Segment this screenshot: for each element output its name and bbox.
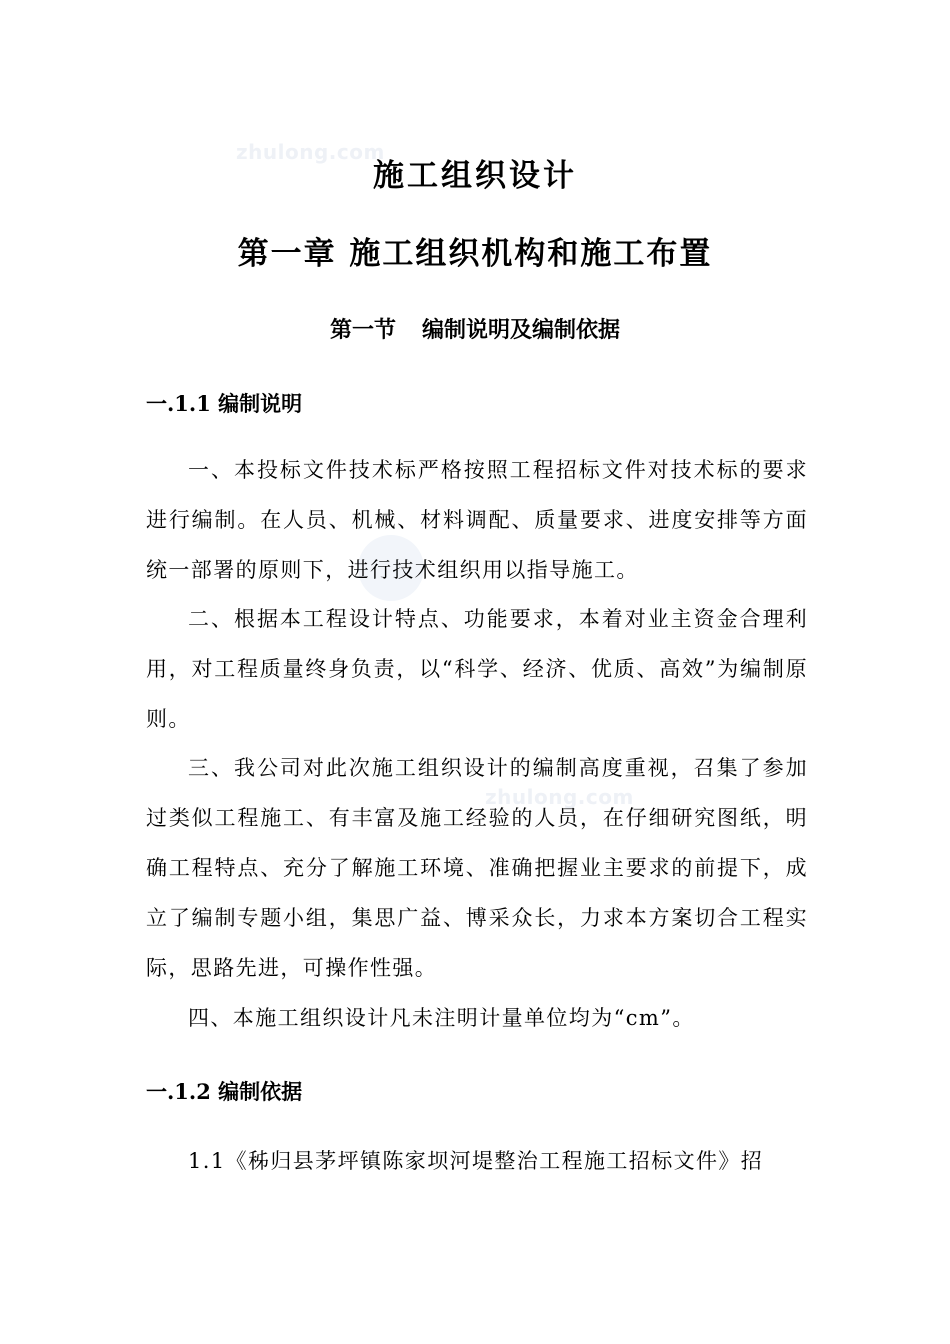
chapter-label: 第一章 <box>237 236 337 272</box>
watermark-text: zhulong.com <box>236 140 385 164</box>
paragraph: 1.1《秭归县茅坪镇陈家坝河堤整治工程施工招标文件》招 <box>188 1149 764 1173</box>
section-name: 编制说明及编制依据 <box>422 317 621 343</box>
subsection-heading: 一.1.2 编制依据 <box>146 1079 303 1104</box>
paragraph: 二、根据本工程设计特点、功能要求，本着对业主资金合理利用，对工程质量终身负责，以“科学、经济、优质、高效”为编制原则。 <box>146 607 808 731</box>
chapter-title <box>0 228 950 273</box>
chapter-name: 施工组织机构和施工布置 <box>349 236 713 272</box>
paragraph: 四、本施工组织设计凡未注明计量单位均为“cm”。 <box>188 1006 695 1030</box>
subsection-heading: 一.1.1 编制说明 <box>146 391 303 416</box>
paragraph: 三、我公司对此次施工组织设计的编制高度重视，召集了参加过类似工程施工、有丰富及施工经验的人员，在仔细研究图纸，明确工程特点、充分了解施工环境、准确把握业主要求的前提下，成立了编制专题小组，集思广益、博采众长，力求本方案切合工程实际，思路先进，可操作性强。 <box>146 756 808 980</box>
paragraph: 一、本投标文件技术标严格按照工程招标文件对技术标的要求进行编制。在人员、机械、材料调配、质量要求、进度安排等方面统一部署的原则下，进行技术组织用以指导施工。 <box>146 458 808 582</box>
section-title <box>0 313 950 344</box>
document-title: 施工组织设计 <box>373 158 577 194</box>
section-label: 第一节 <box>329 317 396 343</box>
watermark-text: zhulong.com <box>485 785 634 809</box>
